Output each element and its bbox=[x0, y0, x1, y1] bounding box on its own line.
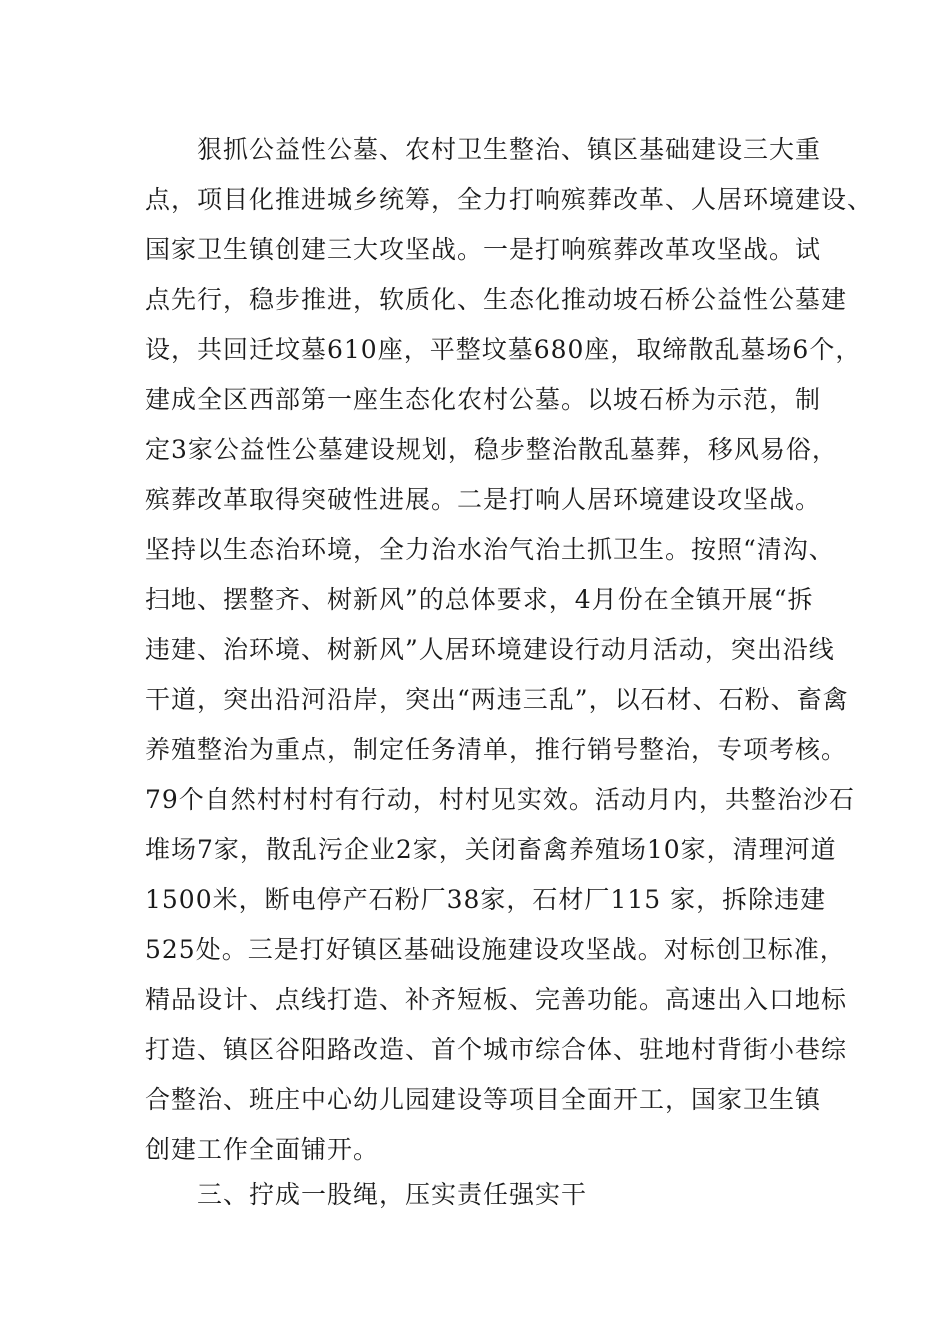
paragraph-line: 定3家公益性公墓建设规划，稳步整治散乱墓葬，移风易俗， bbox=[145, 435, 838, 464]
paragraph-line: 国家卫生镇创建三大攻坚战。一是打响殡葬改革攻坚战。试 bbox=[145, 235, 822, 264]
paragraph-line: 合整治、班庄中心幼儿园建设等项目全面开工，国家卫生镇 bbox=[145, 1085, 822, 1114]
paragraph-line: 扫地、摆整齐、树新风”的总体要求，4月份在全镇开展“拆 bbox=[145, 585, 814, 614]
paragraph-line: 打造、镇区谷阳路改造、首个城市综合体、驻地村背街小巷综 bbox=[145, 1035, 848, 1064]
paragraph-line: 堆场7家，散乱污企业2家，关闭畜禽养殖场10家，清理河道 bbox=[145, 835, 837, 864]
section-heading bbox=[145, 1170, 810, 1220]
paragraph-line: 干道，突出沿河沿岸，突出“两违三乱”，以石材、石粉、畜禽 bbox=[145, 685, 849, 714]
section-heading-text: 三、拧成一股绳，压实责任强实干 bbox=[197, 1180, 588, 1209]
paragraph-line: 525处。三是打好镇区基础设施建设攻坚战。对标创卫标准， bbox=[145, 935, 846, 964]
paragraph-line: 殡葬改革取得突破性进展。二是打响人居环境建设攻坚战。 bbox=[145, 485, 822, 514]
paragraph-line: 养殖整治为重点，制定任务清单，推行销号整治，专项考核。 bbox=[145, 735, 848, 764]
paragraph-line: 狠抓公益性公墓、农村卫生整治、镇区基础建设三大重 bbox=[197, 135, 822, 164]
paragraph-line: 精品设计、点线打造、补齐短板、完善功能。高速出入口地标 bbox=[145, 985, 848, 1014]
paragraph-line: 点，项目化推进城乡统筹，全力打响殡葬改革、人居环境建设、 bbox=[145, 185, 874, 214]
paragraph-line: 违建、治环境、树新风”人居环境建设行动月活动，突出沿线 bbox=[145, 635, 835, 664]
paragraph-line: 创建工作全面铺开。 bbox=[145, 1135, 380, 1164]
paragraph-line: 坚持以生态治环境，全力治水治气治土抓卫生。按照“清沟、 bbox=[145, 535, 835, 564]
body-paragraph bbox=[145, 125, 874, 1175]
paragraph-line: 点先行，稳步推进，软质化、生态化推动坡石桥公益性公墓建 bbox=[145, 285, 848, 314]
paragraph-line: 79个自然村村村有行动，村村见实效。活动月内，共整治沙石 bbox=[145, 785, 855, 814]
paragraph-line: 设，共回迁坟墓610座，平整坟墓680座，取缔散乱墓场6个， bbox=[145, 335, 862, 364]
paragraph-line: 建成全区西部第一座生态化农村公墓。以坡石桥为示范，制 bbox=[145, 385, 822, 414]
paragraph-line: 1500米，断电停产石粉厂38家，石材厂115 家，拆除违建 bbox=[145, 885, 827, 914]
